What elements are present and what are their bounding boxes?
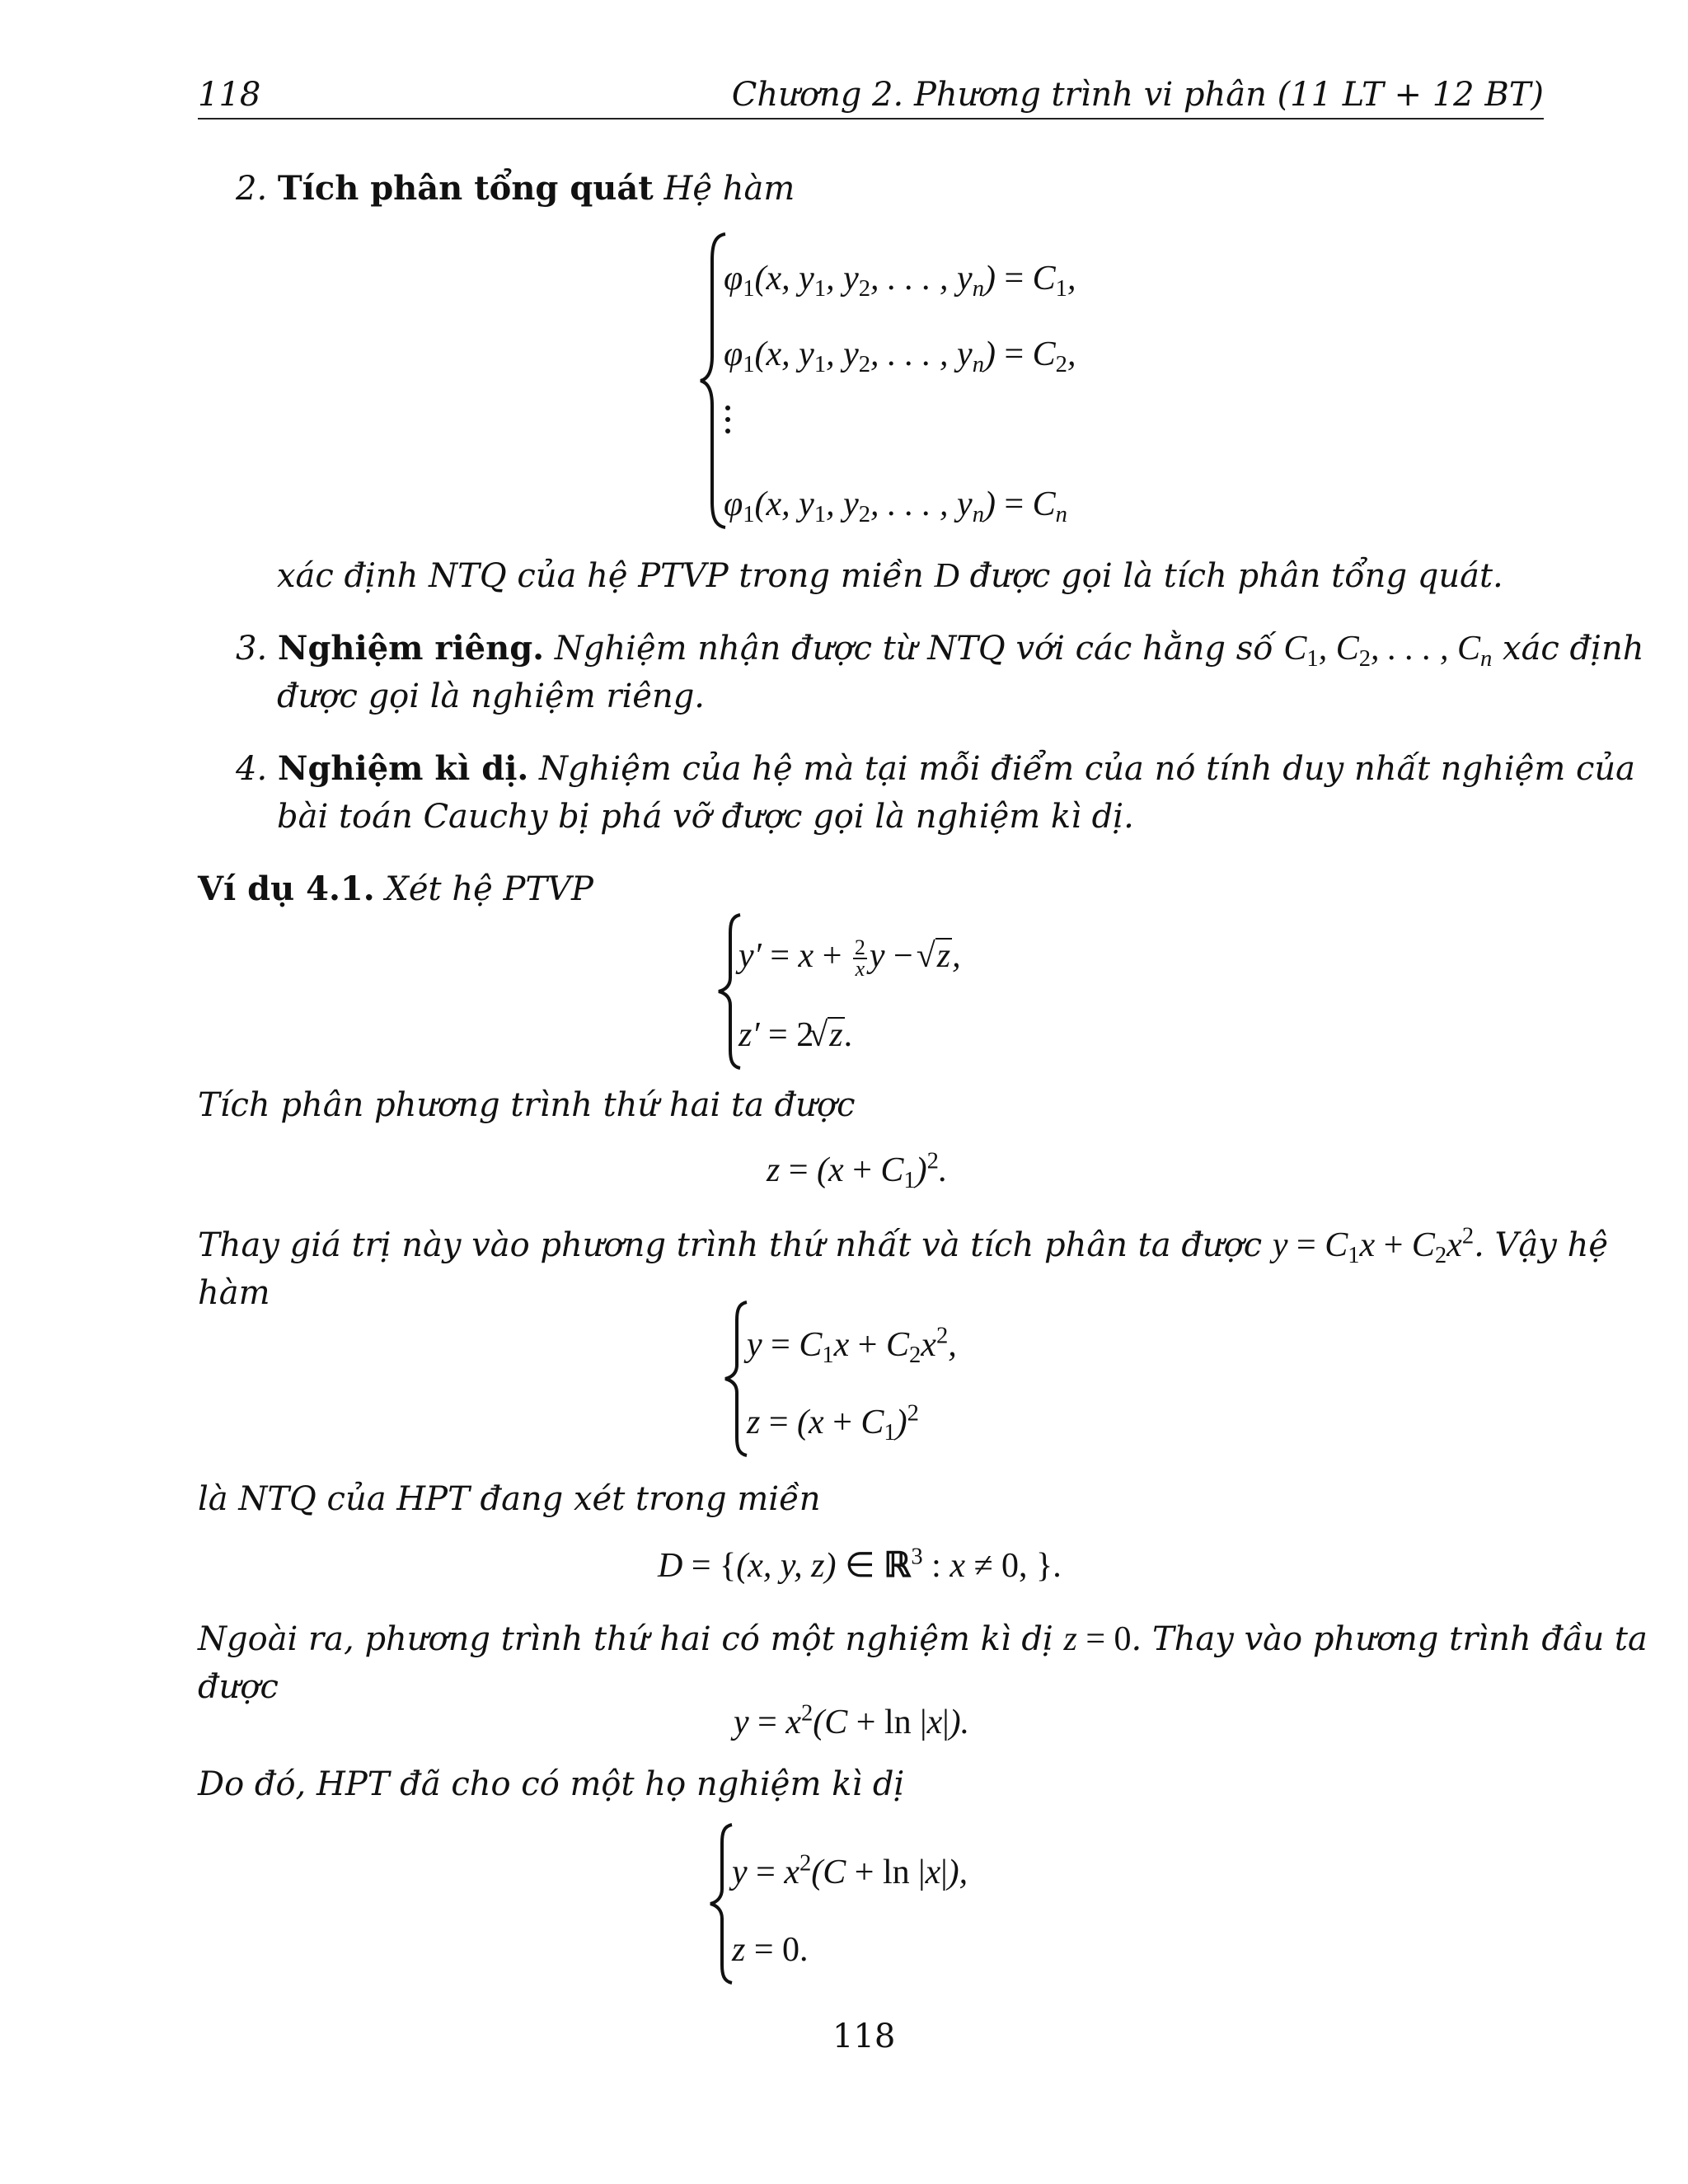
item-2-after: xác định NTQ của hệ PTVP trong miền D được gọi là tích phân tổng quát. <box>277 557 1503 595</box>
item-3-line-2: được gọi là nghiệm riêng. <box>277 677 706 715</box>
eq-y-singular: $y = x^2(C + \ln |x|)$. <box>734 1700 970 1741</box>
item-2-heading <box>236 165 795 213</box>
example-paragraph-2-line-1: Thay giá trị này vào phương trình thứ nhất và tích phân ta được $y = C_1x + C_2x^2$. Vậy hệ <box>198 1223 1609 1268</box>
running-header-page-number: 118 <box>198 76 261 114</box>
general-integral-eq-2: $\varphi_1(x$, $y_1$, $y_2$, . . . , $y_n) = C_2$, <box>724 335 1076 377</box>
domain-definition: D = {(x, y, z) ∈ ℝ$^3$ : x ≠ 0, }. <box>658 1544 1062 1585</box>
item-3-number: 3. <box>236 630 268 668</box>
eq-z-zero-inline: z = 0 <box>1063 1620 1132 1658</box>
singular-solution-eq-z: z = 0. <box>732 1931 809 1969</box>
general-integral-eq-n: $\varphi_1(x$, $y_1$, $y_2$, . . . , $y_n) = C_n$ <box>724 485 1067 527</box>
general-solution-brace <box>722 1301 750 1457</box>
eq-z-solution: $z = (x + C_1)^2$. <box>767 1148 948 1193</box>
item-2-label: Tích phân tổng quát <box>277 169 654 208</box>
general-solution-eq-y: $y = C_1x + C_2x^2$, <box>747 1323 957 1368</box>
item-2-number: 2. <box>236 170 268 208</box>
general-solution-eq-z: $z = (x + C_1)^2$ <box>747 1400 919 1446</box>
eq-y-inline: $y = C_1x + C_2x^2$ <box>1272 1223 1475 1268</box>
example-label: Ví dụ 4.1. <box>198 869 375 908</box>
example-paragraph-4-line-1: Ngoài ra, phương trình thứ hai có một nghiệm kì dị z = 0. Thay vào phương trình đầu ta <box>198 1620 1648 1658</box>
constants-c1-cn: $C_1$, $C_2$, . . . , $C_n$ <box>1283 630 1493 672</box>
example-paragraph-3: là NTQ của HPT đang xét trong miền <box>198 1480 821 1518</box>
running-header-chapter-title: Chương 2. Phương trình vi phân (11 LT + 12 BT) <box>731 76 1544 114</box>
example-paragraph-1: Tích phân phương trình thứ hai ta được <box>198 1086 856 1124</box>
item-4-number: 4. <box>236 750 268 788</box>
example-heading <box>198 865 593 913</box>
example-intro: Xét hệ PTVP <box>385 870 593 908</box>
item-3-label: Nghiệm riêng. <box>277 629 545 668</box>
example-paragraph-4-line-2: được <box>198 1668 279 1706</box>
singular-solution-brace <box>707 1823 735 1985</box>
vertical-ellipsis <box>725 405 734 434</box>
example-eq-z-prime: z′ = 2√z. <box>738 1016 854 1054</box>
header-rule <box>198 118 1544 120</box>
item-4-line-1: 4. Nghiệm kì dị. Nghiệm của hệ mà tại mỗi điểm của nó tính duy nhất nghiệm của <box>236 749 1636 788</box>
example-eq-y-prime: y′ = x + $\frac{2}{x}$ y −√z, <box>738 935 961 982</box>
item-2-text: Hệ hàm <box>663 170 795 208</box>
item-4-line-2: bài toán Cauchy bị phá vỡ được gọi là nghiệm kì dị. <box>277 798 1134 836</box>
example-paragraph-2-line-2: hàm <box>198 1274 270 1312</box>
footer-page-number: 118 <box>832 2018 896 2055</box>
general-integral-eq-1: $\varphi_1(x$, $y_1$, $y_2$, . . . , $y_n) = C_1$, <box>724 260 1076 302</box>
singular-solution-eq-y: $y = x^2(C + \ln |x|)$, <box>732 1850 968 1891</box>
example-paragraph-5: Do đó, HPT đã cho có một họ nghiệm kì dị <box>198 1765 905 1803</box>
item-4-label: Nghiệm kì dị. <box>277 749 529 788</box>
item-3-line-1: 3. Nghiệm riêng. Nghiệm nhận được từ NTQ với các hằng số $C_1$, $C_2$, . . . , $C_n$ xác định <box>236 629 1644 672</box>
domain-symbol-d: D <box>934 557 959 595</box>
